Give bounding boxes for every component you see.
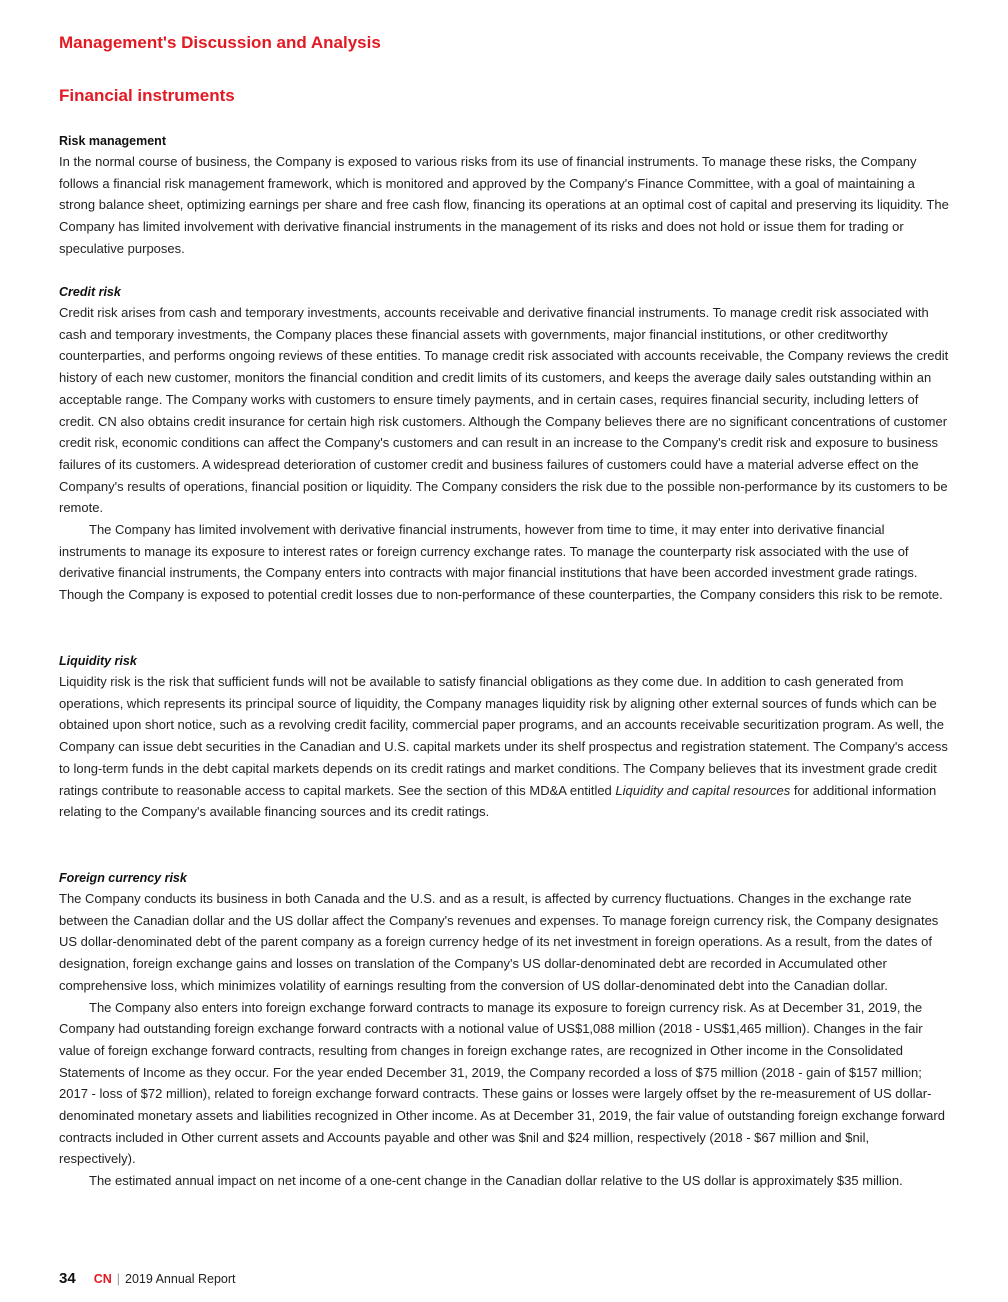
liquidity-text-after: for additional information relating to the Company's available financing sources and its credit ratings. — [59, 782, 937, 820]
risk-management-heading: Risk management — [59, 134, 166, 148]
liquidity-risk-paragraph — [59, 671, 949, 823]
credit-risk-paragraph-2: The Company has limited involvement with derivative financial instruments, however from time to time, it may enter into derivative financial instruments to manage its exposure to interest rates or foreign currency exchange rates. To manage the counterparty risk associated with the use of derivative financial instruments, the Company enters into contracts with major financial institutions that have been accorded investment grade ratings. Though the Company is exposed to potential credit losses due to non-performance of these counterparties, the Company considers this risk to be remote. — [59, 522, 943, 603]
credit-risk-paragraph-1: Credit risk arises from cash and temporary investments, accounts receivable and derivative financial instruments. To manage credit risk associated with cash and temporary investments, the Company places these financial assets with governments, major financial institutions, or other creditworthy counterparties, and performs ongoing reviews of these entities. To manage credit risk associated with accounts receivable, the Company reviews the credit history of each new customer, monitors the financial condition and credit limits of its customers, and keeps the average daily sales outstanding within an acceptable range. The Company works with customers to ensure timely payments, and in certain cases, requires financial security, including letters of credit. CN also obtains credit insurance for certain high risk customers. Although the Company believes there are no significant concentrations of customer credit risk, economic conditions can affect the Company's customers and can result in an increase to the Company's credit risk and exposure to business failures of its customers. A widespread deterioration of customer credit and business failures of customers could have a material adverse effect on the Company's results of operations, financial position or liquidity. The Company considers the risk due to the possible non-performance by its customers to be remote. — [59, 305, 949, 516]
subsection-title: Financial instruments — [59, 86, 235, 105]
report-title: 2019 Annual Report — [125, 1272, 236, 1286]
footer-separator: | — [116, 1272, 120, 1286]
page-number: 34 — [59, 1270, 76, 1287]
liquidity-risk-section — [59, 651, 949, 823]
section-title: Management's Discussion and Analysis — [59, 33, 381, 52]
credit-risk-section — [59, 282, 949, 606]
brand-logo-text: CN — [93, 1272, 112, 1286]
foreign-currency-risk-heading: Foreign currency risk — [59, 871, 187, 885]
foreign-currency-paragraph-3: The estimated annual impact on net income of a one-cent change in the Canadian dollar relative to the US dollar is approximately $35 million. — [89, 1173, 903, 1189]
foreign-currency-paragraph-2: The Company also enters into foreign exchange forward contracts to manage its exposure to foreign currency risk. As at December 31, 2019, the Company had outstanding foreign exchange forward contracts with a notional value of US$1,088 million (2018 - US$1,465 million). Changes in the fair value of foreign exchange forward contracts, resulting from changes in foreign exchange rates, are recognized in Other income in the Consolidated Statements of Income as they occur. For the year ended December 31, 2019, the Company recorded a loss of $75 million (2018 - gain of $157 million; 2017 - loss of $72 million), related to foreign exchange forward contracts. These gains or losses were largely offset by the re-measurement of US dollar-denominated monetary assets and liabilities recognized in Other income. As at December 31, 2019, the fair value of outstanding foreign exchange forward contracts included in Other current assets and Accounts payable and other was $nil and $24 million, respectively (2018 - $67 million and $nil, respectively). — [59, 999, 945, 1167]
page-footer — [59, 1270, 236, 1287]
liquidity-text-before: Liquidity risk is the risk that sufficient funds will not be available to satisfy financial obligations as they come due. In addition to cash generated from operations, which represents its principal source of liquidity, the Company manages liquidity risk by aligning other external sources of funds which can be obtained upon short notice, such as a revolving credit facility, commercial paper programs, and an accounts receivable securitization program. As well, the Company can issue debt securities in the Canadian and U.S. capital markets under its shelf prospectus and registration statement. The Company's access to long-term funds in the debt capital markets depends on its credit ratings and market conditions. The Company believes that its investment grade credit ratings contribute to reasonable access to capital markets. See the section of this MD&A entitled — [59, 674, 948, 798]
credit-risk-heading: Credit risk — [59, 285, 121, 299]
foreign-currency-risk-section — [59, 868, 949, 1192]
risk-management-section — [59, 131, 949, 260]
liquidity-section-reference: Liquidity and capital resources — [615, 782, 791, 798]
liquidity-risk-heading: Liquidity risk — [59, 654, 137, 668]
foreign-currency-paragraph-1: The Company conducts its business in both Canada and the U.S. and as a result, is affected by currency fluctuations. Changes in the exchange rate between the Canadian dollar and the US dollar affect the Company's revenues and expenses. To manage foreign currency risk, the Company designates US dollar-denominated debt of the parent company as a foreign currency hedge of its net investment in foreign operations. As a result, from the dates of designation, foreign exchange gains and losses on translation of the Company's US dollar-denominated debt are recorded in Accumulated other comprehensive loss, which minimizes volatility of earnings resulting from the conversion of US dollar-denominated debt into the Canadian dollar. — [59, 891, 939, 993]
risk-management-paragraph: In the normal course of business, the Company is exposed to various risks from its use of financial instruments. To manage these risks, the Company follows a financial risk management framework, which is monitored and approved by the Company's Finance Committee, with a goal of maintaining a strong balance sheet, optimizing earnings per share and free cash flow, financing its operations at an optimal cost of capital and preserving its liquidity. The Company has limited involvement with derivative financial instruments in the management of its risks and does not hold or issue them for trading or speculative purposes. — [59, 154, 949, 256]
